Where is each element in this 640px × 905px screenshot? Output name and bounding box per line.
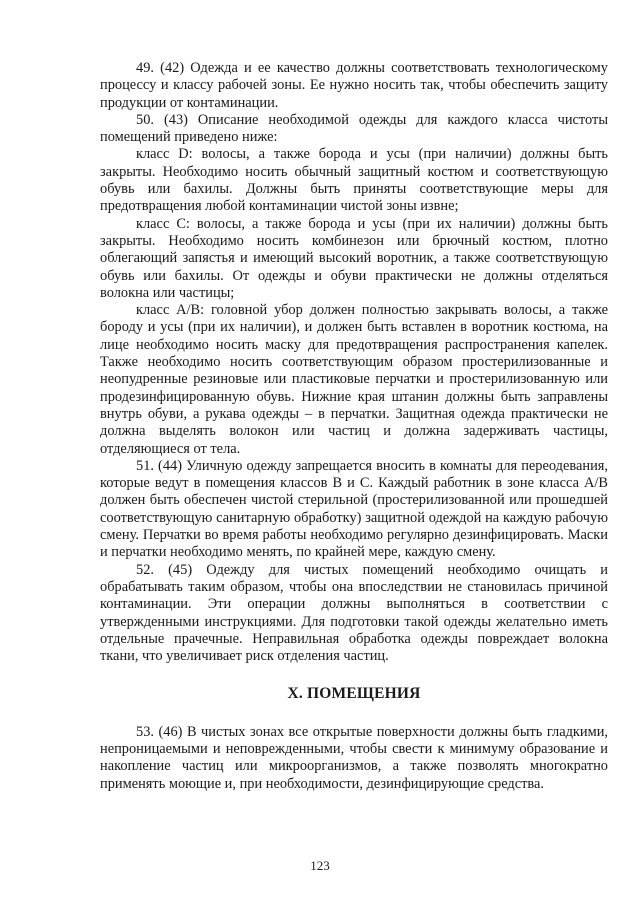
paragraph-52: 52. (45) Одежду для чистых помещений необходимо очищать и обрабатывать таким образом, чтобы она впоследствии не становилась причиной контаминации. Эти операции должны выполняться в соответствии с утвержденными инструкциями. Для подготовки такой одежды желательно иметь отдельные прачечные. Неправильная обработка одежды повреждает волокна ткани, что увеличивает риск отделения частиц. [100, 561, 608, 665]
paragraph-class-ab: класс A/B: головной убор должен полностью закрывать волосы, а также бороду и усы (при их наличии), и должен быть вставлен в воротник костюма, на лице необходимо носить маску для предотвращения распространения капелек. Также необходимо носить соответствующим образом простерилизованные и неопудренные резиновые или пластиковые перчатки и простерилизованную или продезинфицированную обувь. Нижние края штанин должны быть заправлены внутрь обуви, а рукава одежды – в перчатки. Защитная одежда практически не должна выделять волокон или частиц и должна задерживать частицы, отделяющиеся от тела. [100, 302, 608, 457]
paragraph-50: 50. (43) Описание необходимой одежды для каждого класса чистоты помещений приведено ниже: [100, 111, 608, 146]
paragraph-53: 53. (46) В чистых зонах все открытые поверхности должны быть гладкими, непроницаемыми и неповрежденными, чтобы свести к минимуму образование и накопление частиц или микроорганизмов, а также позволять многократно применять моющие и, при необходимости, дезинфицирующие средства. [100, 723, 608, 792]
document-page [100, 60, 608, 793]
page-number: 123 [310, 858, 330, 873]
paragraph-51: 51. (44) Уличную одежду запрещается вносить в комнаты для переодевания, которые ведут в помещения классов B и C. Каждый работник в зоне класса A/B должен быть обеспечен чистой стерильной (простерилизованной или прошедшей соответствующую санитарную обработку) защитной одеждой на каждую рабочую смену. Перчатки во время работы необходимо регулярно дезинфицировать. Маски и перчатки необходимо менять, по крайней мере, каждую смену. [100, 457, 608, 561]
section-title: X. ПОМЕЩЕНИЯ [287, 685, 421, 703]
paragraph-class-c: класс C: волосы, а также борода и усы (при их наличии) должны быть закрыты. Необходимо носить комбинезон или брючный костюм, плотно облегающий запястья и имеющий высокий воротник, а также соответствующую обувь или бахилы. От одежды и обуви практически не должны отделяться волокна или частицы; [100, 215, 608, 301]
paragraph-class-d: класс D: волосы, а также борода и усы (при наличии) должны быть закрыты. Необходимо носить обычный защитный костюм и соответствующую обувь или бахилы. Должны быть приняты соответствующие меры для предотвращения любой контаминации чистой зоны извне; [100, 146, 608, 215]
paragraph-49: 49. (42) Одежда и ее качество должны соответствовать технологическому процессу и классу рабочей зоны. Ее нужно носить так, чтобы обеспечить защиту продукции от контаминации. [100, 60, 608, 111]
